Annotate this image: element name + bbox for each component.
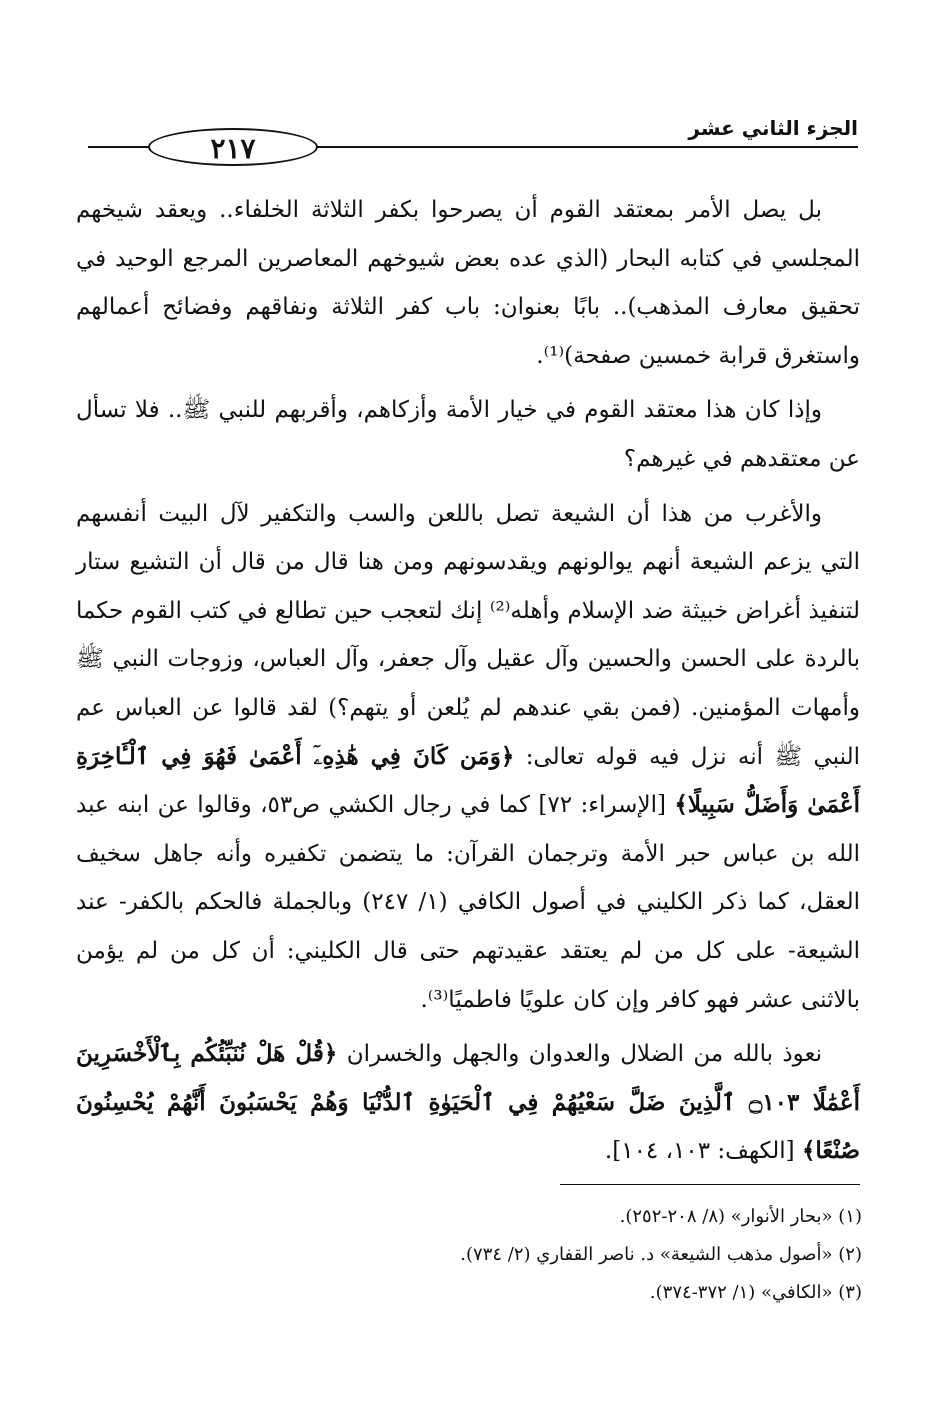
running-title: الجزء الثاني عشر [688,116,858,140]
quran-verse-kahf: ﴿قُلْ هَلْ نُنَبِّئُكُم بِٱلْأَخْسَرِينَ أَعْمَٰلًا ۝١٠٣ ٱلَّذِينَ ضَلَّ سَعْيُهُمْ فِي ٱلْحَيَوٰةِ ٱلدُّنْيَا وَهُمْ يَحْسَبُونَ أَنَّهُمْ يُحْسِنُونَ صُنْعًا﴾ [76,1040,860,1165]
footnote-3: (٣) «الكافي» (١/ ٣٧٢-٣٧٤). [649,1282,862,1303]
paragraph-1-text: بل يصل الأمر بمعتقد القوم أن يصرحوا بكفر الثلاثة الخلفاء.. ويعقد شيخهم المجلسي في كتابه البحار (الذي عده بعض شيوخهم المعاصرين المرجع الوحيد في تحقيق معارف المذهب).. بابًا بعنوان: باب كفر الثلاثة ونفاقهم وفضائح أعمالهم واستغرق قرابة خمسين صفحة)⁽¹⁾. [76,197,860,369]
paragraph-3-text: والأغرب من هذا أن الشيعة تصل باللعن والسب والتكفير لآل البيت أنفسهم التي يزعم الشيعة أنهم يوالونهم ويقدسونهم ومن هنا قال من قال أن التشيع ستار لتنفيذ أغراض خبيثة ضد الإسلام وأهله⁽²⁾ إنك لتعجب حين تطالع في كتب القوم حكما بالردة على الحسن والحسين وآل عقيل وآل جعفر، وآل العباس، وزوجات النبي ﷺ وأمهات المؤمنين. (فمن بقي عندهم لم يُلعن أو يتهم؟) لقد قالوا عن العباس عم النبي ﷺ أنه نزل فيه قوله تعالى: [76,500,860,770]
paragraph-3 [76,490,860,1025]
quran-verse-isra: ﴿وَمَن كَانَ فِي هَٰذِهِۦٓ أَعْمَىٰ فَهُوَ فِي ٱلْـَٔاخِرَةِ أَعْمَىٰ وَأَضَلُّ سَبِيلًا﴾ [76,742,860,819]
page-number: ٢١٧ [148,128,318,166]
paragraph-3-continued: [الإسراء: ٧٢] كما في رجال الكشي ص٥٣، وقالوا عن ابنه عبد الله بن عباس حبر الأمة وترجمان القرآن: ما يتضمن تكفيره وأنه جاهل سخيف العقل، كما ذكر الكليني في أصول الكافي (١/ ٢٤٧) وبالجملة فالحكم بالكفر- عند الشيعة- على كل من لم يعتقد عقيدتهم حتى قال الكليني: أن كل من لم يؤمن بالاثنى عشر فهو كافر وإن كان علويًا فاطميًا⁽³⁾. [76,792,860,1013]
footnote-1: (١) «بحار الأنوار» (٨/ ٢٠٨-٢٥٢). [619,1206,862,1227]
footnotes [76,1198,862,1312]
paragraph-4-text: نعوذ بالله من الضلال والعدوان والجهل والخسران [346,1041,823,1068]
paragraph-1 [76,186,860,380]
verse-citation: [الكهف: ١٠٣، ١٠٤]. [604,1138,795,1165]
paragraph-4 [76,1030,860,1176]
page-header [88,108,858,168]
footnote-2: (٢) «أصول مذهب الشيعة» د. ناصر القفاري (٢/ ٧٣٤). [460,1244,862,1265]
paragraph-2 [76,386,860,483]
paragraph-2-text: وإذا كان هذا معتقد القوم في خيار الأمة وأزكاهم، وأقربهم للنبي ﷺ.. فلا تسأل عن معتقدهم في غيرهم؟ [76,397,860,472]
footnote-rule [560,1184,860,1185]
main-text [76,186,860,1182]
